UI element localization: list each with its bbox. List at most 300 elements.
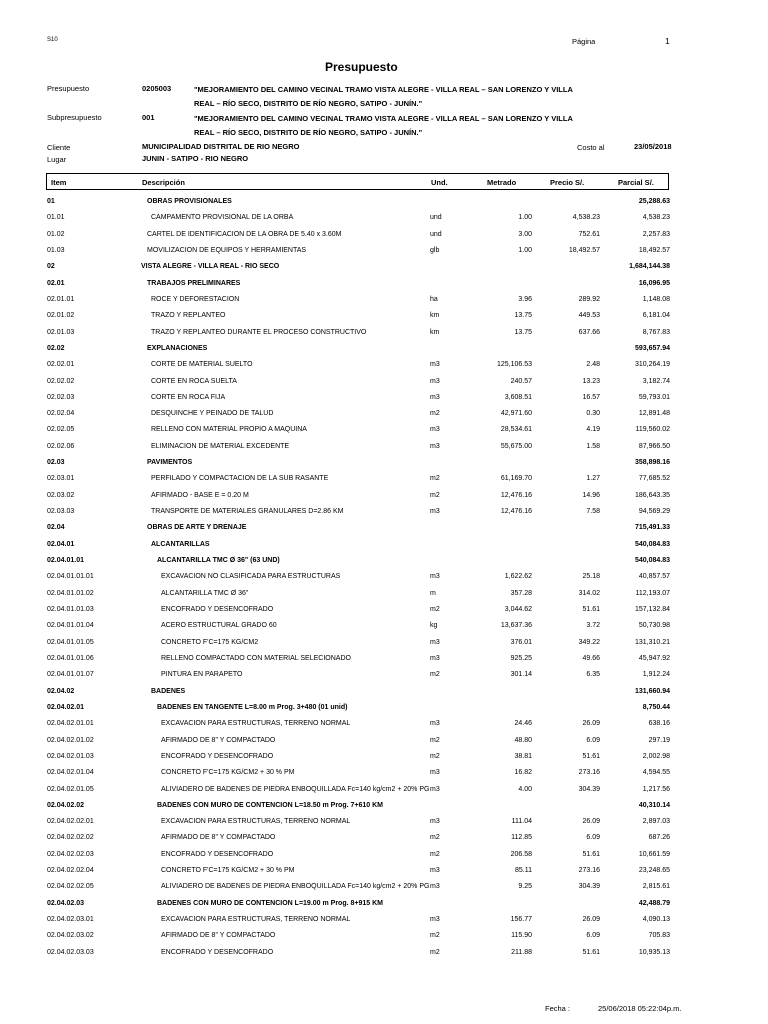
row-parcial: 687.26	[648, 834, 670, 842]
row-description: PERFILADO Y COMPACTACION DE LA SUB RASANTE	[151, 475, 329, 483]
row-precio: 4,538.23	[572, 214, 600, 222]
table-row	[0, 376, 768, 392]
row-precio: 273.16	[578, 769, 600, 777]
col-parcial: Parcial S/.	[618, 178, 654, 187]
row-description: EXCAVACION PARA ESTRUCTURAS, TERRENO NORMAL	[161, 720, 351, 728]
row-item-code: 02.02.06	[47, 442, 75, 450]
table-row	[0, 751, 768, 767]
cliente-label: Cliente	[47, 143, 71, 152]
row-description: ALCANTARILLA TMC Ø 36" (63 UND)	[157, 557, 280, 565]
row-precio: 304.39	[578, 883, 600, 891]
table-row	[0, 294, 768, 310]
row-precio: 6.09	[586, 834, 600, 842]
row-parcial: 23,248.65	[638, 867, 670, 875]
row-item-code: 01.03	[47, 246, 65, 254]
row-description: CONCRETO F'C=175 KG/CM2 + 30 % PM	[161, 769, 295, 777]
presupuesto-label: Presupuesto	[47, 84, 90, 93]
row-description: OBRAS PROVISIONALES	[147, 198, 232, 205]
row-metrado: 1,622.62	[504, 573, 532, 581]
row-description: ROCE Y DEFORESTACION	[151, 295, 240, 303]
row-metrado: 211.88	[511, 948, 532, 956]
row-item-code: 02.04.02.02.04	[47, 867, 94, 875]
row-item-code: 02.04.02.02.05	[47, 883, 94, 891]
row-description: RELLENO CON MATERIAL PROPIO A MAQUINA	[151, 426, 307, 434]
row-parcial: 1,217.56	[642, 785, 670, 793]
row-unit: m3	[430, 426, 440, 434]
row-unit: kg	[430, 622, 438, 630]
table-row	[0, 832, 768, 848]
row-description: AFIRMADO - BASE E = 0.20 M	[151, 491, 249, 499]
row-item-code: 02.03.01	[47, 475, 75, 483]
row-description: TRAZO Y REPLANTEO	[151, 312, 226, 320]
row-metrado: 376.01	[510, 638, 532, 646]
row-item-code: 02.04	[47, 524, 65, 532]
row-description: OBRAS DE ARTE Y DRENAJE	[147, 524, 247, 532]
row-precio: 25.18	[582, 573, 600, 581]
row-item-code: 02.02.02	[47, 377, 75, 385]
table-row	[0, 898, 768, 914]
row-unit: m3	[430, 393, 440, 401]
table-row	[0, 784, 768, 800]
row-parcial: 2,897.03	[642, 818, 670, 826]
row-description: CORTE EN ROCA FIJA	[151, 393, 226, 401]
row-metrado: 38.81	[514, 752, 532, 760]
row-item-code: 02.04.02	[47, 687, 75, 695]
row-metrado: 3.96	[518, 295, 532, 303]
row-parcial: 593,657.94	[634, 344, 670, 352]
fecha-label: Fecha :	[545, 1004, 571, 1013]
row-parcial: 12,891.48	[638, 410, 670, 418]
table-row	[0, 310, 768, 326]
row-parcial: 2,002.98	[642, 752, 670, 760]
row-description: BADENES	[151, 687, 186, 695]
subpresupuesto-code: 001	[142, 113, 155, 122]
row-description: AFIRMADO DE 8" Y COMPACTADO	[161, 736, 276, 744]
row-item-code: 01	[47, 198, 55, 205]
row-metrado: 24.46	[514, 720, 532, 728]
table-header	[46, 173, 669, 190]
row-parcial: 8,750.44	[642, 703, 670, 711]
row-item-code: 02.04.02.03.03	[47, 948, 94, 956]
row-precio: 13.23	[582, 377, 600, 385]
row-description: CONCRETO F'C=175 KG/CM2	[161, 638, 259, 646]
col-descripcion: Descripción	[142, 178, 185, 187]
presupuesto-code: 0205003	[142, 84, 172, 93]
row-precio: 14.96	[582, 491, 600, 499]
table-row	[0, 604, 768, 620]
row-description: EXCAVACION PARA ESTRUCTURAS, TERRENO NORMAL	[161, 818, 351, 826]
row-precio: 51.61	[582, 850, 600, 858]
row-metrado: 3,044.62	[504, 606, 532, 613]
presupuesto-desc-line2: REAL – RÍO SECO, DISTRITO DE RÍO NEGRO, SATIPO - JUNÍN."	[194, 99, 423, 108]
row-parcial: 715,491.33	[634, 524, 670, 532]
row-parcial: 638.16	[648, 720, 670, 728]
col-precio: Precio S/.	[550, 178, 585, 187]
row-precio: 4.19	[586, 426, 600, 434]
row-description: PINTURA EN PARAPETO	[161, 671, 243, 679]
row-parcial: 1,684,144.38	[629, 263, 670, 271]
table-row	[0, 245, 768, 261]
row-parcial: 87,966.50	[638, 442, 670, 450]
row-item-code: 02.01.01	[47, 295, 75, 303]
row-metrado: 925.25	[510, 654, 532, 662]
row-description: ACERO ESTRUCTURAL GRADO 60	[161, 622, 277, 630]
row-metrado: 55,675.00	[500, 442, 532, 450]
row-unit: m2	[430, 475, 440, 483]
subpresupuesto-desc-line2: REAL – RÍO SECO, DISTRITO DE RÍO NEGRO, SATIPO - JUNÍN."	[194, 128, 423, 137]
table-row	[0, 359, 768, 375]
row-description: TRANSPORTE DE MATERIALES GRANULARES D=2.86 KM	[151, 508, 344, 516]
row-parcial: 3,182.74	[642, 377, 670, 385]
row-item-code: 02.04.01	[47, 540, 75, 548]
row-parcial: 157,132.84	[634, 606, 670, 613]
row-parcial: 540,084.83	[634, 540, 670, 548]
row-description: BADENES CON MURO DE CONTENCION L=18.50 m Prog. 7+610 KM	[157, 801, 383, 809]
row-unit: m2	[430, 606, 440, 613]
table-row	[0, 212, 768, 228]
col-metrado: Metrado	[487, 178, 517, 187]
row-precio: 18,492.57	[568, 246, 600, 254]
row-unit: m3	[430, 867, 440, 875]
costo-date: 23/05/2018	[634, 142, 672, 151]
table-row	[0, 702, 768, 718]
row-parcial: 131,310.21	[634, 638, 670, 646]
table-row	[0, 930, 768, 946]
row-unit: m3	[430, 818, 440, 826]
row-precio: 2.48	[586, 361, 600, 369]
row-metrado: 156.77	[510, 916, 532, 924]
table-row	[0, 914, 768, 930]
row-unit: m3	[430, 442, 440, 450]
row-metrado: 28,534.61	[500, 426, 532, 434]
row-metrado: 9.25	[518, 883, 532, 891]
row-unit: m3	[430, 508, 440, 516]
row-parcial: 77,685.52	[638, 475, 670, 483]
row-parcial: 94,569.29	[638, 508, 670, 516]
row-unit: m2	[430, 948, 440, 956]
row-metrado: 12,476.16	[500, 508, 532, 516]
row-unit: m3	[430, 916, 440, 924]
row-description: DESQUINCHE Y PEINADO DE TALUD	[151, 410, 274, 418]
row-parcial: 112,193.07	[635, 589, 670, 597]
row-item-code: 02.04.02.02.03	[47, 850, 94, 858]
row-parcial: 50,730.98	[638, 622, 670, 630]
row-parcial: 1,912.24	[642, 671, 670, 679]
row-unit: m2	[430, 736, 440, 744]
row-description: ALIVIADERO DE BADENES DE PIEDRA ENBOQUILLADA Fc=140 kg/cm2 + 20% PG	[161, 883, 430, 891]
presupuesto-desc-line1: "MEJORAMIENTO DEL CAMINO VECINAL TRAMO VISTA ALEGRE - VILLA REAL – SAN LORENZO Y VILLA	[194, 85, 573, 94]
row-metrado: 357.28	[510, 589, 532, 597]
row-precio: 349.22	[578, 638, 600, 646]
row-precio: 314.02	[578, 589, 600, 597]
row-parcial: 8,767.83	[642, 328, 670, 336]
row-item-code: 02.04.02.01.01	[47, 720, 94, 728]
row-description: BADENES EN TANGENTE L=8.00 m Prog. 3+480 (01 unid)	[157, 703, 348, 711]
row-parcial: 6,181.04	[642, 312, 670, 320]
row-description: TRABAJOS PRELIMINARES	[147, 279, 241, 287]
row-description: AFIRMADO DE 8" Y COMPACTADO	[161, 834, 276, 842]
row-unit: m3	[430, 377, 440, 385]
row-metrado: 13,637.36	[500, 622, 532, 630]
row-unit: m3	[430, 769, 440, 777]
row-precio: 26.09	[582, 818, 600, 826]
lugar-label: Lugar	[47, 155, 67, 164]
table-row	[0, 767, 768, 783]
table-row	[0, 506, 768, 522]
row-precio: 3.72	[586, 622, 600, 630]
row-description: VISTA ALEGRE - VILLA REAL - RIO SECO	[141, 263, 280, 271]
row-parcial: 540,084.83	[634, 557, 670, 565]
table-row	[0, 653, 768, 669]
row-item-code: 02.01	[47, 279, 65, 287]
row-metrado: 85.11	[515, 867, 532, 875]
page-label: Página	[572, 37, 596, 46]
row-parcial: 40,310.14	[638, 801, 670, 809]
row-precio: 1.58	[586, 442, 600, 450]
row-unit: m2	[430, 671, 440, 679]
row-metrado: 111.04	[511, 818, 532, 826]
row-metrado: 48.80	[514, 736, 532, 744]
row-parcial: 10,661.59	[638, 850, 670, 858]
row-precio: 0.30	[586, 410, 600, 418]
row-metrado: 206.58	[510, 850, 532, 858]
row-unit: m3	[430, 720, 440, 728]
row-item-code: 02.01.03	[47, 328, 75, 336]
row-metrado: 301.14	[510, 671, 532, 679]
row-parcial: 2,815.61	[642, 883, 670, 891]
row-parcial: 310,264.19	[634, 361, 670, 369]
row-unit: m2	[430, 491, 440, 499]
row-item-code: 02.04.01.01.07	[47, 671, 94, 679]
row-metrado: 115.90	[511, 932, 532, 940]
row-parcial: 131,660.94	[634, 687, 670, 695]
table-row	[0, 555, 768, 571]
row-parcial: 4,538.23	[642, 214, 670, 222]
row-parcial: 358,898.16	[634, 459, 670, 467]
table-row	[0, 457, 768, 473]
row-metrado: 3.00	[518, 230, 532, 238]
table-row	[0, 539, 768, 555]
row-precio: 49.66	[582, 654, 600, 662]
row-description: CORTE EN ROCA SUELTA	[151, 377, 237, 385]
table-row	[0, 849, 768, 865]
lugar-value: JUNIN - SATIPO - RIO NEGRO	[142, 154, 249, 163]
row-unit: m3	[430, 785, 440, 793]
row-item-code: 02.02.05	[47, 426, 75, 434]
table-row	[0, 588, 768, 604]
row-item-code: 02.04.02.02.01	[47, 818, 94, 826]
row-unit: und	[430, 214, 442, 222]
row-item-code: 02.04.02.03.01	[47, 916, 94, 924]
table-row	[0, 669, 768, 685]
row-item-code: 02.02.01	[47, 361, 75, 369]
row-precio: 51.61	[582, 948, 600, 956]
row-unit: m2	[430, 932, 440, 940]
row-item-code: 02.03.02	[47, 491, 75, 499]
row-parcial: 297.19	[648, 736, 670, 744]
row-description: BADENES CON MURO DE CONTENCION L=19.00 m Prog. 8+915 KM	[157, 899, 383, 907]
row-parcial: 45,947.92	[638, 654, 670, 662]
page-number: 1	[665, 36, 670, 46]
subpresupuesto-label: Subpresupuesto	[47, 113, 102, 122]
table-row	[0, 278, 768, 294]
table-row	[0, 571, 768, 587]
table-row	[0, 229, 768, 245]
row-description: EXCAVACION PARA ESTRUCTURAS, TERRENO NORMAL	[161, 916, 351, 924]
table-row	[0, 408, 768, 424]
row-description: RELLENO COMPACTADO CON MATERIAL SELECIONADO	[161, 654, 351, 662]
table-row	[0, 686, 768, 702]
report-code: S10	[47, 37, 58, 43]
row-item-code: 02.04.02.03.02	[47, 932, 94, 940]
table-row	[0, 473, 768, 489]
cliente-value: MUNICIPALIDAD DISTRITAL DE RIO NEGRO	[142, 142, 300, 151]
row-parcial: 1,148.08	[642, 295, 670, 303]
table-row	[0, 261, 768, 277]
row-item-code: 02.02.03	[47, 393, 75, 401]
row-description: ENCOFRADO Y DESENCOFRADO	[161, 752, 274, 760]
row-metrado: 16.82	[514, 769, 532, 777]
row-precio: 26.09	[582, 916, 600, 924]
row-parcial: 119,560.02	[635, 426, 670, 434]
row-parcial: 2,257.83	[642, 230, 670, 238]
table-row	[0, 800, 768, 816]
table-row	[0, 441, 768, 457]
row-unit: m2	[430, 752, 440, 760]
row-precio: 449.53	[578, 312, 600, 320]
row-precio: 26.09	[582, 720, 600, 728]
row-description: ENCOFRADO Y DESENCOFRADO	[161, 606, 274, 613]
table-row	[0, 327, 768, 343]
row-metrado: 125,106.53	[496, 361, 532, 369]
row-description: AFIRMADO DE 8" Y COMPACTADO	[161, 932, 276, 940]
row-unit: glb	[430, 246, 440, 254]
row-item-code: 02.04.02.01.03	[47, 752, 94, 760]
row-item-code: 02.04.01.01.03	[47, 606, 94, 613]
row-precio: 6.09	[586, 932, 600, 940]
row-item-code: 02.04.01.01.01	[47, 573, 94, 581]
row-unit: m2	[430, 410, 440, 418]
row-item-code: 02.04.02.02	[47, 801, 84, 809]
row-unit: m3	[430, 638, 440, 646]
row-metrado: 12,476.16	[500, 491, 532, 499]
row-unit: und	[430, 230, 442, 238]
row-metrado: 42,971.60	[500, 410, 532, 418]
row-unit: m3	[430, 573, 440, 581]
table-row	[0, 816, 768, 832]
row-description: ALCANTARILLA TMC Ø 36"	[161, 589, 249, 597]
row-item-code: 02.04.02.01.05	[47, 785, 94, 793]
row-item-code: 02.04.02.03	[47, 899, 84, 907]
row-unit: m3	[430, 883, 440, 891]
page-title: Presupuesto	[325, 60, 398, 74]
row-description: EXPLANACIONES	[147, 344, 208, 352]
row-item-code: 01.02	[47, 230, 65, 238]
row-parcial: 25,288.63	[638, 198, 670, 205]
row-precio: 752.61	[578, 230, 600, 238]
row-item-code: 02	[47, 263, 55, 271]
row-precio: 289.92	[578, 295, 600, 303]
row-parcial: 42,488.79	[638, 899, 670, 907]
row-item-code: 02.04.01.01	[47, 557, 84, 565]
table-row	[0, 620, 768, 636]
row-description: CAMPAMENTO PROVISIONAL DE LA ORBA	[151, 214, 294, 222]
row-item-code: 01.01	[47, 214, 65, 222]
table-row	[0, 522, 768, 538]
table-row	[0, 196, 768, 212]
col-und: Und.	[431, 178, 448, 187]
row-unit: km	[430, 328, 440, 336]
row-precio: 16.57	[582, 393, 600, 401]
row-parcial: 4,090.13	[642, 916, 670, 924]
row-precio: 637.66	[578, 328, 600, 336]
fecha-value: 25/06/2018 05:22:04p.m.	[598, 1004, 682, 1013]
row-description: CONCRETO F'C=175 KG/CM2 + 30 % PM	[161, 867, 295, 875]
row-parcial: 186,643.35	[634, 491, 670, 499]
row-item-code: 02.01.02	[47, 312, 75, 320]
row-description: ALCANTARILLAS	[151, 540, 210, 548]
subpresupuesto-desc-line1: "MEJORAMIENTO DEL CAMINO VECINAL TRAMO VISTA ALEGRE - VILLA REAL – SAN LORENZO Y VILLA	[194, 114, 573, 123]
row-metrado: 13.75	[514, 328, 532, 336]
row-precio: 304.39	[578, 785, 600, 793]
row-description: CORTE DE MATERIAL SUELTO	[151, 361, 253, 369]
row-precio: 7.58	[586, 508, 600, 516]
row-description: EXCAVACION NO CLASIFICADA PARA ESTRUCTURAS	[161, 573, 341, 581]
table-row	[0, 881, 768, 897]
row-item-code: 02.03.03	[47, 508, 75, 516]
row-item-code: 02.02	[47, 344, 65, 352]
row-precio: 1.27	[586, 475, 600, 483]
row-unit: m2	[430, 834, 440, 842]
costo-label: Costo al	[577, 143, 605, 152]
table-row	[0, 424, 768, 440]
row-description: CARTEL DE IDENTIFICACION DE LA OBRA DE 5.40 x 3.60M	[147, 230, 342, 238]
row-description: MOVILIZACION DE EQUIPOS Y HERRAMIENTAS	[147, 246, 307, 254]
row-description: ENCOFRADO Y DESENCOFRADO	[161, 850, 274, 858]
row-parcial: 4,594.55	[642, 769, 670, 777]
row-metrado: 1.00	[518, 246, 532, 254]
row-unit: km	[430, 312, 440, 320]
row-item-code: 02.04.02.01.04	[47, 769, 94, 777]
table-row	[0, 490, 768, 506]
col-item: Item	[51, 178, 67, 187]
row-item-code: 02.04.02.01.02	[47, 736, 94, 744]
row-item-code: 02.04.02.02.02	[47, 834, 94, 842]
table-row	[0, 865, 768, 881]
row-description: TRAZO Y REPLANTEO DURANTE EL PROCESO CONSTRUCTIVO	[151, 328, 367, 336]
row-unit: ha	[430, 295, 438, 303]
row-item-code: 02.04.01.01.06	[47, 654, 94, 662]
row-parcial: 10,935.13	[638, 948, 670, 956]
row-unit: m2	[430, 850, 440, 858]
row-item-code: 02.04.02.01	[47, 703, 84, 711]
row-unit: m3	[430, 654, 440, 662]
table-row	[0, 392, 768, 408]
row-metrado: 4.00	[518, 785, 532, 793]
row-item-code: 02.03	[47, 459, 65, 467]
row-precio: 51.61	[582, 606, 600, 613]
row-metrado: 13.75	[514, 312, 532, 320]
table-row	[0, 735, 768, 751]
row-precio: 6.35	[586, 671, 600, 679]
row-description: ELIMINACION DE MATERIAL EXCEDENTE	[151, 442, 290, 450]
row-parcial: 705.83	[648, 932, 670, 940]
row-parcial: 18,492.57	[638, 246, 670, 254]
row-metrado: 112.85	[511, 834, 532, 842]
table-row	[0, 637, 768, 653]
row-description: ENCOFRADO Y DESENCOFRADO	[161, 948, 274, 956]
row-metrado: 61,169.70	[500, 475, 532, 483]
